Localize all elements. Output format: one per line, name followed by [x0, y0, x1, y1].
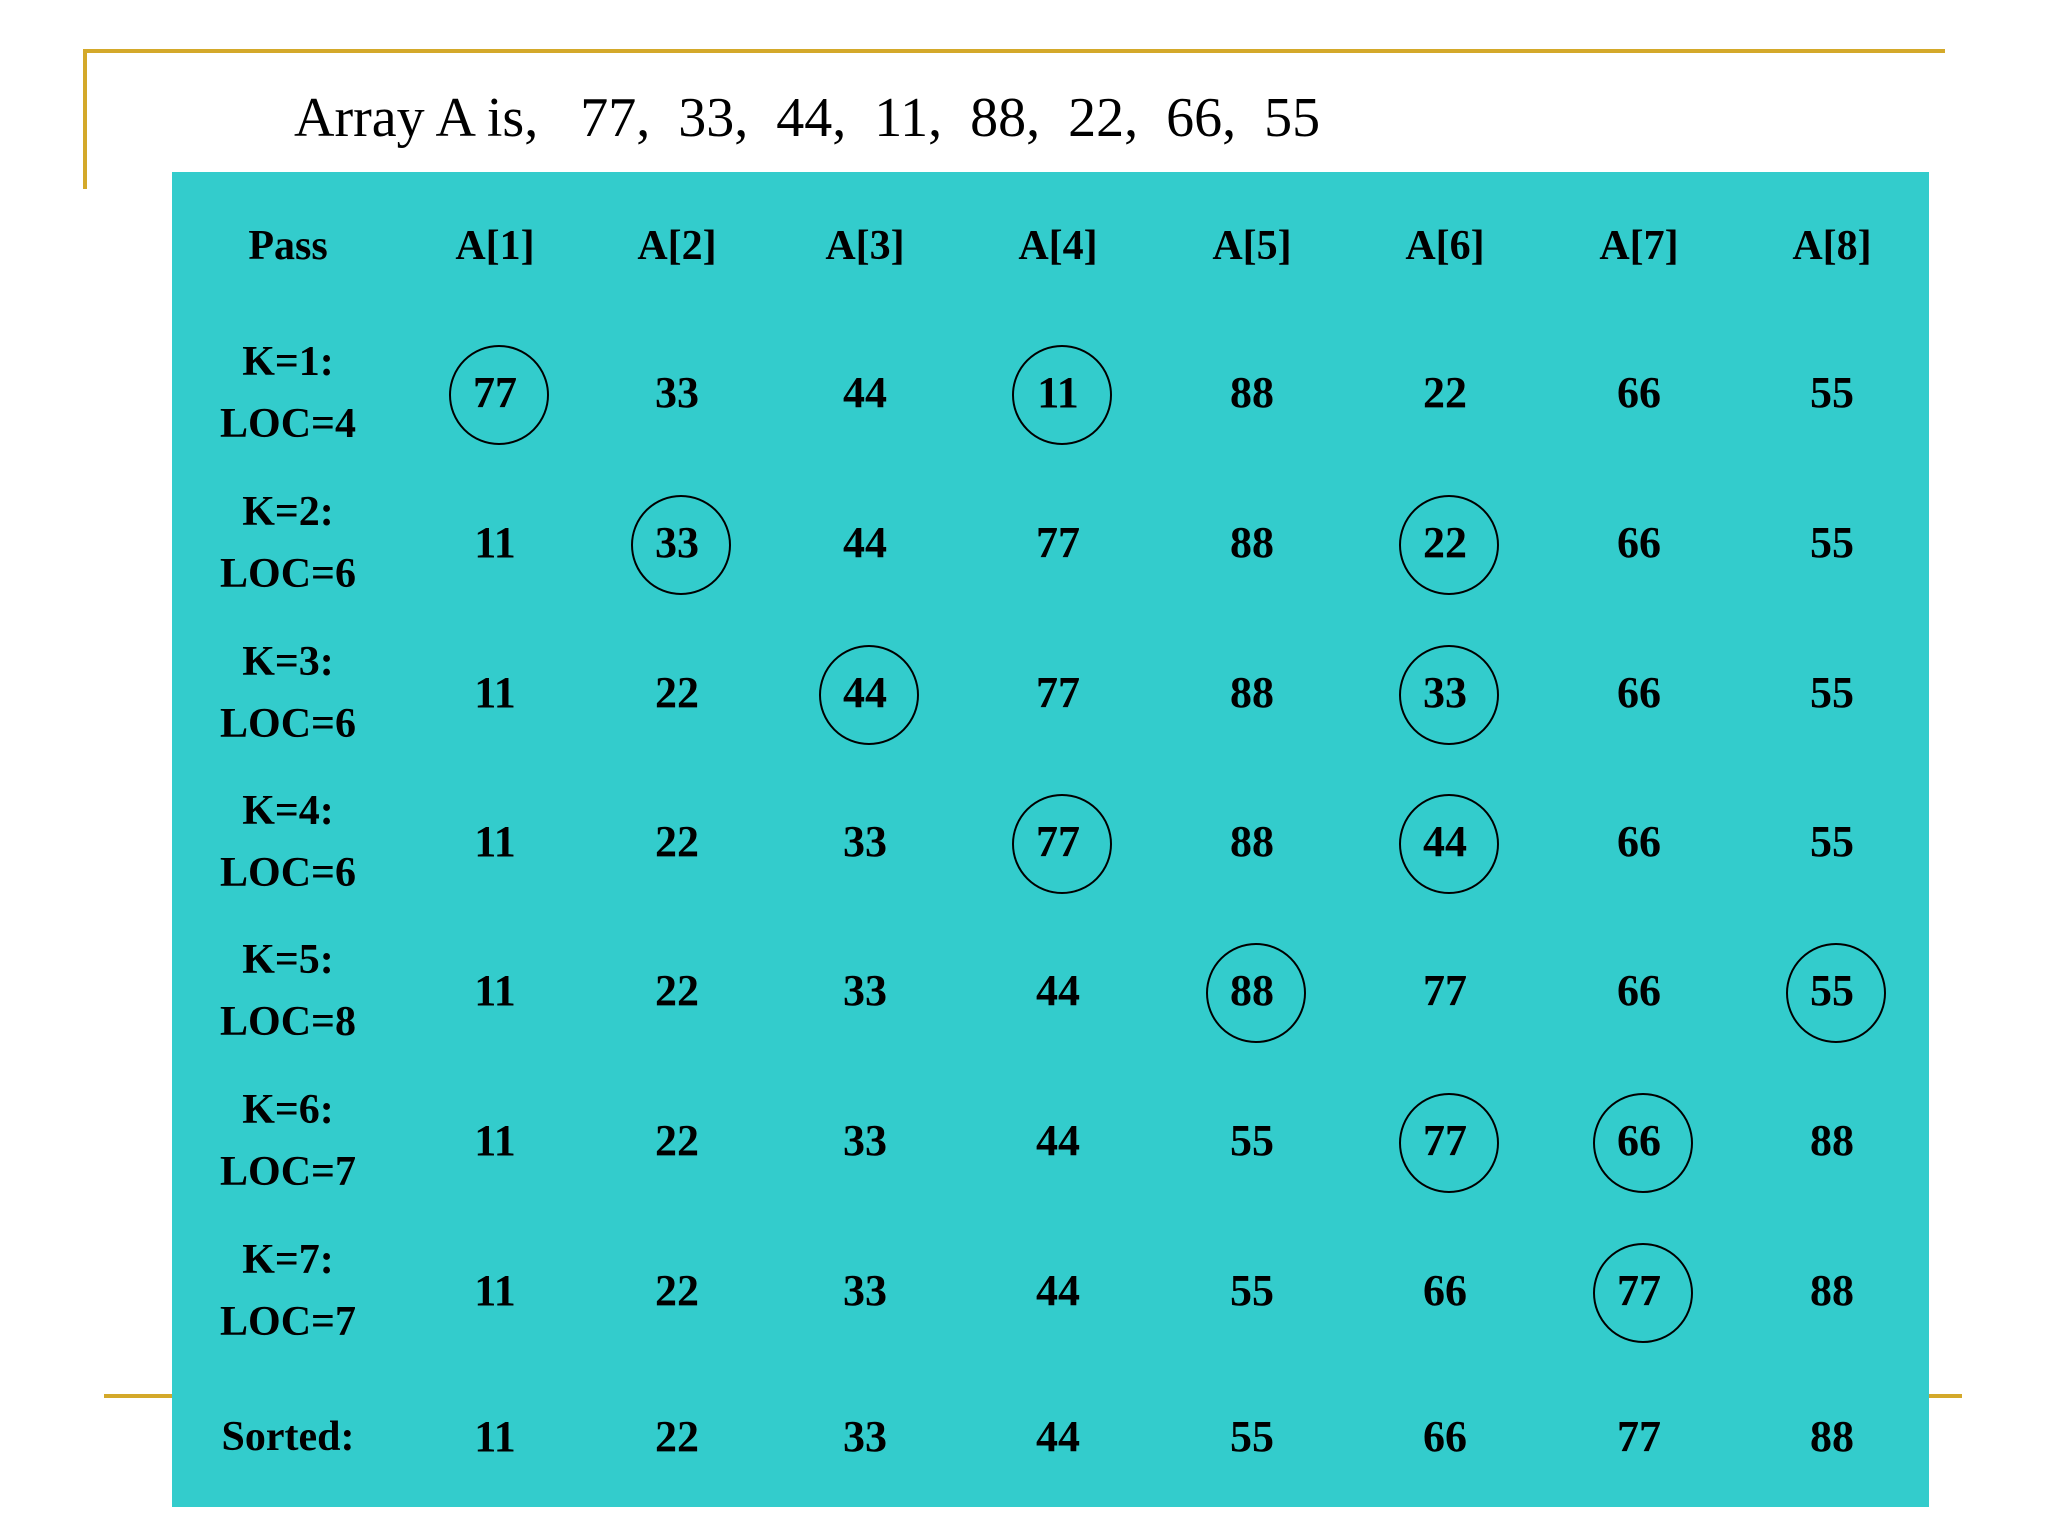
pass-label-k6 [193, 1079, 383, 1203]
value-cell: 22 [655, 668, 699, 717]
sorted-value-cell: 77 [1617, 1412, 1661, 1461]
value-cell: 33 [843, 1116, 887, 1165]
pass-label-k7 [193, 1229, 383, 1353]
value-cell: 55 [1230, 1116, 1274, 1165]
header-pass: Pass [248, 223, 328, 269]
value-cell: 77 [1036, 518, 1080, 567]
value-cell: 22 [655, 817, 699, 866]
value-cell: 22 [655, 966, 699, 1015]
value-cell: 55 [1810, 817, 1854, 866]
circle-marker [449, 345, 549, 445]
value-cell: 11 [474, 966, 516, 1015]
sorted-value-cell: 22 [655, 1412, 699, 1461]
value-cell: 33 [843, 1266, 887, 1315]
circle-marker [1399, 645, 1499, 745]
value-cell: 55 [1810, 518, 1854, 567]
value-cell: 33 [1423, 668, 1467, 717]
value-cell: 88 [1230, 668, 1274, 717]
header-a8: A[8] [1792, 223, 1872, 269]
pass-loc: LOC=6 [220, 850, 356, 896]
value-cell: 33 [843, 817, 887, 866]
value-cell: 66 [1617, 668, 1661, 717]
value-cell: 11 [474, 518, 516, 567]
pass-loc: LOC=6 [220, 701, 356, 747]
value-cell: 66 [1617, 817, 1661, 866]
top-rule [83, 49, 1945, 53]
value-cell: 44 [1036, 1116, 1080, 1165]
sorted-value-cell: 33 [843, 1412, 887, 1461]
value-cell: 11 [474, 1116, 516, 1165]
value-cell: 22 [1423, 518, 1467, 567]
value-cell: 77 [473, 368, 517, 417]
pass-k: K=7: [242, 1237, 334, 1283]
value-cell: 77 [1423, 966, 1467, 1015]
sorted-value-cell: 55 [1230, 1412, 1274, 1461]
pass-label-k5 [193, 929, 383, 1053]
value-cell: 44 [843, 668, 887, 717]
sorted-label: Sorted: [221, 1414, 355, 1460]
circle-marker [1593, 1093, 1693, 1193]
value-cell: 77 [1036, 668, 1080, 717]
value-cell: 66 [1423, 1266, 1467, 1315]
value-cell: 88 [1230, 368, 1274, 417]
pass-k: K=1: [242, 339, 334, 385]
value-cell: 88 [1230, 817, 1274, 866]
value-cell: 22 [1423, 368, 1467, 417]
header-a4: A[4] [1018, 223, 1098, 269]
value-cell: 44 [843, 368, 887, 417]
pass-k: K=2: [242, 489, 334, 535]
pass-k: K=6: [242, 1087, 334, 1133]
value-cell: 55 [1810, 368, 1854, 417]
value-cell: 22 [655, 1116, 699, 1165]
circle-marker [631, 495, 731, 595]
value-cell: 11 [474, 668, 516, 717]
value-cell: 77 [1617, 1266, 1661, 1315]
value-cell: 66 [1617, 368, 1661, 417]
circle-marker [1399, 1093, 1499, 1193]
pass-label-k2 [193, 481, 383, 605]
value-cell: 88 [1230, 966, 1274, 1015]
value-cell: 66 [1617, 1116, 1661, 1165]
value-cell: 11 [474, 817, 516, 866]
value-cell: 55 [1230, 1266, 1274, 1315]
sorted-value-cell: 66 [1423, 1412, 1467, 1461]
value-cell: 88 [1230, 518, 1274, 567]
header-a7: A[7] [1599, 223, 1679, 269]
pass-label-k4 [193, 780, 383, 904]
header-a1: A[1] [455, 223, 535, 269]
left-rule [83, 49, 87, 189]
pass-loc: LOC=4 [220, 401, 356, 447]
circle-marker [1786, 943, 1886, 1043]
sorted-value-cell: 11 [474, 1412, 516, 1461]
value-cell: 55 [1810, 966, 1854, 1015]
pass-loc: LOC=6 [220, 551, 356, 597]
pass-loc: LOC=7 [220, 1299, 356, 1345]
value-cell: 66 [1617, 966, 1661, 1015]
value-cell: 22 [655, 1266, 699, 1315]
value-cell: 88 [1810, 1266, 1854, 1315]
value-cell: 77 [1036, 817, 1080, 866]
value-cell: 44 [1423, 817, 1467, 866]
value-cell: 33 [655, 518, 699, 567]
slide-title: Array A is, 77, 33, 44, 11, 88, 22, 66, 55 [294, 87, 1321, 149]
pass-label-k3 [193, 631, 383, 755]
selection-sort-table [172, 172, 1929, 1507]
circle-marker [1012, 794, 1112, 894]
circle-marker [1593, 1243, 1693, 1343]
bottom-rule-left [104, 1394, 174, 1398]
header-a5: A[5] [1212, 223, 1292, 269]
circle-marker [1012, 345, 1112, 445]
circle-marker [1206, 943, 1306, 1043]
circle-marker [819, 645, 919, 745]
pass-loc: LOC=7 [220, 1149, 356, 1195]
header-a2: A[2] [637, 223, 717, 269]
value-cell: 88 [1810, 1116, 1854, 1165]
pass-k: K=5: [242, 937, 334, 983]
value-cell: 55 [1810, 668, 1854, 717]
value-cell: 44 [1036, 966, 1080, 1015]
pass-k: K=3: [242, 639, 334, 685]
value-cell: 44 [1036, 1266, 1080, 1315]
value-cell: 44 [843, 518, 887, 567]
pass-k: K=4: [242, 788, 334, 834]
bottom-rule-right [1928, 1394, 1962, 1398]
header-a6: A[6] [1405, 223, 1485, 269]
value-cell: 11 [1037, 368, 1079, 417]
header-a3: A[3] [825, 223, 905, 269]
pass-label-k1 [193, 331, 383, 455]
sorted-value-cell: 88 [1810, 1412, 1854, 1461]
circle-marker [1399, 794, 1499, 894]
value-cell: 66 [1617, 518, 1661, 567]
sorted-value-cell: 44 [1036, 1412, 1080, 1461]
pass-loc: LOC=8 [220, 999, 356, 1045]
value-cell: 33 [655, 368, 699, 417]
circle-marker [1399, 495, 1499, 595]
value-cell: 33 [843, 966, 887, 1015]
value-cell: 77 [1423, 1116, 1467, 1165]
value-cell: 11 [474, 1266, 516, 1315]
